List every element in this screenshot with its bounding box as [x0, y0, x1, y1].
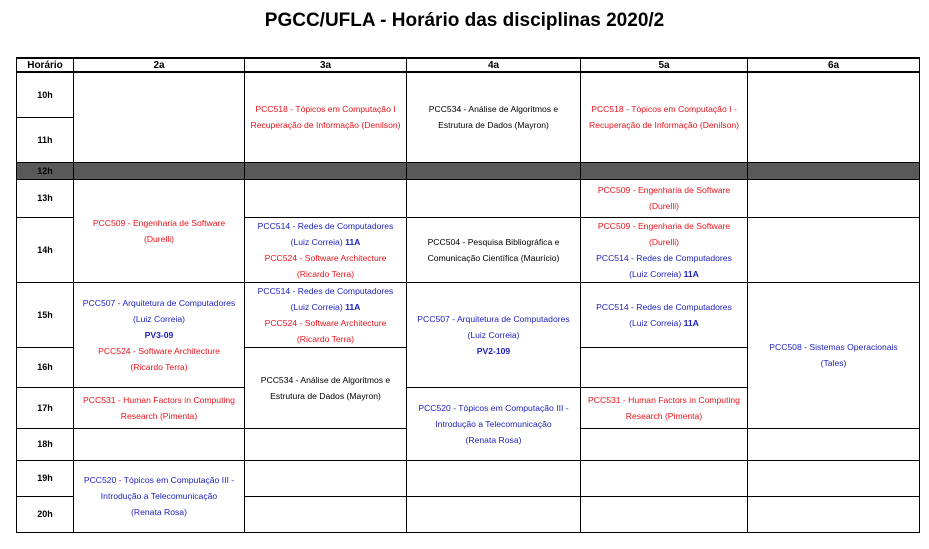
time-17h: 17h [17, 387, 74, 428]
class-line: Research (Pimenta) [120, 410, 198, 421]
class-line: (Luiz Correia) [132, 313, 186, 324]
class-line: PCC509 - Engenharia de Software [597, 185, 731, 195]
class-cell [74, 387, 245, 428]
class-cell [407, 282, 581, 387]
header-day-5a: 5a [581, 58, 748, 72]
class-line: Estrutura de Dados (Mayron) [438, 120, 549, 131]
class-cell [581, 387, 748, 428]
class-line: PCC518 - Tópicos em Computação I [255, 104, 396, 115]
empty-cell [581, 460, 748, 496]
empty-cell [748, 179, 920, 217]
header-row [17, 58, 920, 72]
lunch-cell [74, 162, 245, 179]
class-line: (Durelli) [143, 233, 175, 244]
class-line: Recuperação de Informação (Denilson) [250, 120, 401, 131]
header-day-2a: 2a [74, 58, 245, 72]
row-13h [17, 179, 920, 217]
empty-cell [581, 496, 748, 532]
lunch-cell [748, 162, 920, 179]
room-label: 11A [345, 301, 361, 312]
class-line: PCC518 - Tópicos em Computação I - [591, 104, 737, 115]
schedule-table [16, 57, 920, 533]
empty-cell [748, 217, 920, 282]
class-line: (Renata Rosa) [131, 507, 187, 517]
time-19h: 19h [17, 460, 74, 496]
class-line: PCC534 - Análise de Algoritmos e [428, 104, 559, 115]
class-line: (Luiz Correia) 11A [629, 268, 699, 279]
class-line: (Durelli) [648, 201, 680, 211]
empty-cell [245, 496, 407, 532]
class-line: PCC524 - Software Architecture [264, 317, 387, 328]
class-line: PCC531 - Human Factors in Computing [83, 394, 235, 405]
class-cell [407, 217, 581, 282]
class-line: PCC514 - Redes de Computadores [257, 220, 394, 231]
time-18h: 18h [17, 428, 74, 460]
class-line: (Ricardo Terra) [130, 361, 188, 372]
time-15h: 15h [17, 282, 74, 347]
class-line: Comunicação Científica (Maurício) [427, 252, 560, 263]
class-line: PCC514 - Redes de Computadores [596, 252, 732, 263]
class-line: PCC514 - Redes de Computadores [596, 301, 732, 312]
row-12h-lunch [17, 162, 920, 179]
class-line: PCC524 - Software Architecture [98, 345, 220, 356]
class-cell [245, 282, 407, 347]
empty-cell [407, 460, 581, 496]
room-label: 11A [683, 268, 699, 279]
header-time: Horário [17, 58, 74, 72]
class-line: (Renata Rosa) [465, 434, 522, 445]
class-cell [581, 282, 748, 347]
empty-cell [245, 428, 407, 460]
class-cell [245, 72, 407, 162]
time-12h: 12h [17, 162, 74, 179]
lunch-cell [245, 162, 407, 179]
room-label: 11A [683, 317, 699, 328]
class-line: PCC514 - Redes de Computadores [257, 285, 394, 296]
empty-cell [581, 347, 748, 387]
header-day-4a: 4a [407, 58, 581, 72]
empty-cell [245, 460, 407, 496]
class-line: Estrutura de Dados (Mayron) [270, 390, 381, 401]
class-cell [581, 72, 748, 162]
class-line: PCC524 - Software Architecture [264, 252, 387, 263]
header-day-6a: 6a [748, 58, 920, 72]
page-title: PGCC/UFLA - Horário das disciplinas 2020/2 [264, 10, 665, 31]
room-label: 11A [345, 236, 361, 247]
class-cell [74, 460, 245, 532]
class-line: (Luiz Correia) [467, 329, 520, 340]
header-day-3a: 3a [245, 58, 407, 72]
empty-cell [407, 179, 581, 217]
time-16h: 16h [17, 347, 74, 387]
class-line: PCC520 - Tópicos em Computação III - [418, 402, 569, 413]
empty-cell [748, 496, 920, 532]
lunch-cell [407, 162, 581, 179]
time-14h: 14h [17, 217, 74, 282]
time-11h: 11h [17, 117, 74, 162]
class-line: PCC507 - Arquitetura de Computadores [82, 297, 236, 308]
empty-cell [748, 428, 920, 460]
time-10h: 10h [17, 72, 74, 117]
empty-cell [581, 428, 748, 460]
row-15h [17, 282, 920, 347]
empty-cell [748, 460, 920, 496]
class-line: (Ricardo Terra) [296, 268, 355, 279]
class-line: Recuperação de Informação (Denilson) [589, 120, 739, 131]
class-line: PCC507 - Arquitetura de Computadores [417, 313, 570, 324]
class-line: Introdução a Telecomunicação [100, 491, 218, 501]
class-cell [407, 387, 581, 460]
class-line: (Ricardo Terra) [296, 333, 355, 344]
room-label: PV2-109 [476, 345, 511, 356]
class-line: PCC504 - Pesquisa Bibliográfica e [427, 236, 560, 247]
class-line: PCC509 - Engenharia de Software [92, 217, 226, 228]
class-line: (Luiz Correia) 11A [290, 236, 361, 247]
class-cell [245, 217, 407, 282]
lunch-cell [581, 162, 748, 179]
class-cell [748, 282, 920, 428]
empty-cell [74, 72, 245, 162]
class-line: Research (Pimenta) [625, 410, 703, 421]
class-line: PCC509 - Engenharia de Software [597, 220, 731, 231]
time-13h: 13h [17, 179, 74, 217]
class-cell [74, 282, 245, 387]
empty-cell [74, 428, 245, 460]
class-line: PCC508 - Sistemas Operacionais [769, 342, 898, 352]
empty-cell [748, 72, 920, 162]
class-cell [581, 179, 748, 217]
class-line: (Tales) [820, 358, 847, 368]
class-cell [74, 179, 245, 282]
class-line: PCC534 - Análise de Algoritmos e [260, 374, 391, 385]
class-cell [581, 217, 748, 282]
row-19h [17, 460, 920, 496]
class-cell [407, 72, 581, 162]
class-line: PCC520 - Tópicos em Computação III - [83, 475, 235, 485]
empty-cell [407, 496, 581, 532]
class-line: Introdução a Telecomunicação [435, 418, 552, 429]
time-20h: 20h [17, 496, 74, 532]
class-line: (Durelli) [648, 236, 680, 247]
class-line: (Luiz Correia) 11A [629, 317, 699, 328]
empty-cell [245, 179, 407, 217]
row-10h [17, 72, 920, 117]
class-cell [245, 347, 407, 428]
class-line: (Luiz Correia) 11A [290, 301, 361, 312]
room-label: PV3-09 [144, 329, 174, 340]
class-line: PCC531 - Human Factors in Computing [588, 394, 740, 405]
